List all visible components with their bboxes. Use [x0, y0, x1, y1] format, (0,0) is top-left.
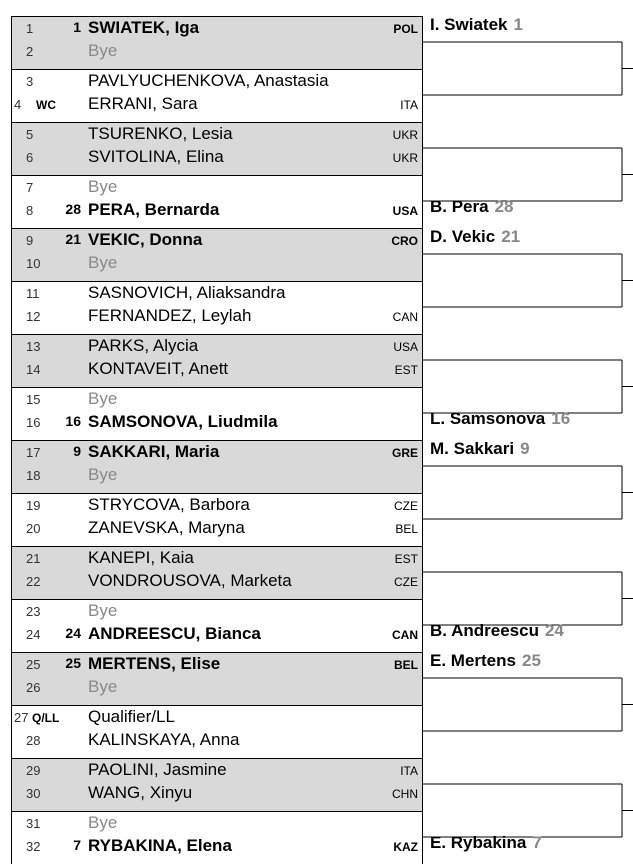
player-country: EST [394, 363, 418, 377]
player-seed: 28 [65, 201, 81, 217]
player-name: PARKS, Alycia [88, 336, 199, 355]
advancer-name: B. Pera [430, 197, 489, 216]
draw-position: 31 [26, 816, 41, 831]
player-name: KANEPI, Kaia [88, 548, 194, 567]
draw-position: 12 [26, 309, 41, 324]
draw-position: 10 [26, 256, 41, 271]
advancer-name: I. Swiatek [430, 15, 508, 34]
bye-entry: Bye [88, 601, 118, 620]
player-country: CAN [392, 628, 418, 642]
player-name: VONDROUSOVA, Marketa [88, 571, 292, 590]
player-seed: 16 [65, 413, 81, 429]
player-seed: 24 [65, 625, 81, 641]
player-country: ITA [400, 764, 418, 778]
player-country: USA [393, 340, 418, 354]
player-name: PERA, Bernarda [88, 200, 220, 219]
draw-position: 6 [26, 150, 34, 165]
bye-entry: Bye [88, 813, 118, 832]
player-country: CZE [394, 499, 418, 513]
player-name: ANDREESCU, Bianca [88, 624, 261, 643]
second-round-player [430, 833, 542, 853]
player-name: WANG, Xinyu [88, 783, 193, 802]
draw-position: 1 [26, 21, 34, 36]
advancer-name: E. Rybakina [430, 833, 527, 852]
player-country: BEL [394, 658, 418, 672]
draw-position: 3 [26, 74, 34, 89]
player-name: ERRANI, Sara [88, 94, 198, 113]
advancer-seed: 9 [520, 439, 530, 458]
player-name: KONTAVEIT, Anett [88, 359, 229, 378]
advancer-name: D. Vekic [430, 227, 496, 246]
player-name: Qualifier/LL [88, 707, 175, 726]
player-country: UKR [392, 151, 418, 165]
advancer-name: B. Andreescu [430, 621, 539, 640]
player-country: EST [394, 552, 418, 566]
player-country: UKR [392, 128, 418, 142]
player-country: POL [393, 22, 418, 36]
entry-tag: Q/LL [32, 711, 60, 725]
draw-position: 32 [26, 839, 41, 854]
draw-position: 15 [26, 392, 41, 407]
second-round-player [430, 409, 570, 429]
player-seed: 25 [65, 655, 81, 671]
player-country: ITA [400, 98, 418, 112]
second-round-player [430, 439, 530, 459]
bye-entry: Bye [88, 253, 118, 272]
player-name: PAVLYUCHENKOVA, Anastasia [88, 71, 329, 90]
draw-position: 22 [26, 574, 41, 589]
draw-position: 29 [26, 763, 41, 778]
draw-position: 5 [26, 127, 34, 142]
advancer-name: M. Sakkari [430, 439, 515, 458]
draw-position: 13 [26, 339, 41, 354]
player-name: TSURENKO, Lesia [88, 124, 233, 143]
draw-position: 17 [26, 445, 41, 460]
player-country: CRO [391, 234, 418, 248]
bye-entry: Bye [88, 677, 118, 696]
advancer-seed: 25 [521, 651, 541, 670]
player-name: SAKKARI, Maria [88, 442, 220, 461]
second-round-player [430, 651, 541, 671]
player-country: CZE [394, 575, 418, 589]
advancer-seed: 24 [544, 621, 564, 640]
player-name: SASNOVICH, Aliaksandra [88, 283, 286, 302]
bye-entry: Bye [88, 465, 118, 484]
second-round-player [430, 197, 514, 217]
player-name: FERNANDEZ, Leylah [88, 306, 252, 325]
draw-position: 28 [26, 733, 41, 748]
bye-entry: Bye [88, 177, 118, 196]
player-seed: 9 [73, 443, 81, 459]
draw-position: 9 [26, 233, 34, 248]
draw-position: 25 [26, 657, 41, 672]
draw-position: 23 [26, 604, 41, 619]
draw-position: 27 [14, 710, 29, 725]
draw-position: 7 [26, 180, 34, 195]
bye-entry: Bye [88, 389, 118, 408]
player-name: SWIATEK, Iga [88, 18, 200, 37]
player-seed: 7 [73, 837, 81, 853]
draw-position: 20 [26, 521, 41, 536]
draw-position: 30 [26, 786, 41, 801]
draw-position: 2 [26, 44, 34, 59]
draw-position: 21 [26, 551, 41, 566]
draw-position: 19 [26, 498, 41, 513]
draw-position: 8 [26, 203, 34, 218]
draw-position: 14 [26, 362, 41, 377]
second-round-player [430, 227, 520, 247]
player-name: ZANEVSKA, Maryna [88, 518, 245, 537]
advancer-name: L. Samsonova [430, 409, 546, 428]
advancer-seed: 21 [501, 227, 521, 246]
player-name: PAOLINI, Jasmine [88, 760, 227, 779]
draw-position: 4 [14, 97, 22, 112]
player-country: CAN [392, 310, 418, 324]
draw-position: 26 [26, 680, 41, 695]
draw-position: 16 [26, 415, 41, 430]
advancer-seed: 7 [532, 833, 542, 852]
advancer-seed: 1 [513, 15, 523, 34]
second-round-player [430, 621, 564, 641]
player-country: BEL [395, 522, 418, 536]
draw-position: 24 [26, 627, 41, 642]
player-country: KAZ [393, 840, 418, 854]
player-name: SAMSONOVA, Liudmila [88, 412, 278, 431]
player-name: SVITOLINA, Elina [88, 147, 224, 166]
advancer-name: E. Mertens [430, 651, 516, 670]
draw-position: 18 [26, 468, 41, 483]
advancer-seed: 28 [494, 197, 514, 216]
player-name: STRYCOVA, Barbora [88, 495, 250, 514]
second-round-player [430, 15, 523, 35]
player-country: GRE [391, 446, 418, 460]
player-seed: 1 [73, 19, 81, 35]
player-name: KALINSKAYA, Anna [88, 730, 240, 749]
player-name: VEKIC, Donna [88, 230, 203, 249]
draw-position: 11 [26, 286, 40, 301]
player-name: MERTENS, Elise [88, 654, 221, 673]
entry-tag: WC [36, 98, 56, 112]
player-seed: 21 [65, 231, 81, 247]
player-name: RYBAKINA, Elena [88, 836, 232, 855]
bye-entry: Bye [88, 41, 118, 60]
player-country: USA [392, 204, 418, 218]
player-country: CHN [392, 787, 418, 801]
advancer-seed: 16 [551, 409, 571, 428]
